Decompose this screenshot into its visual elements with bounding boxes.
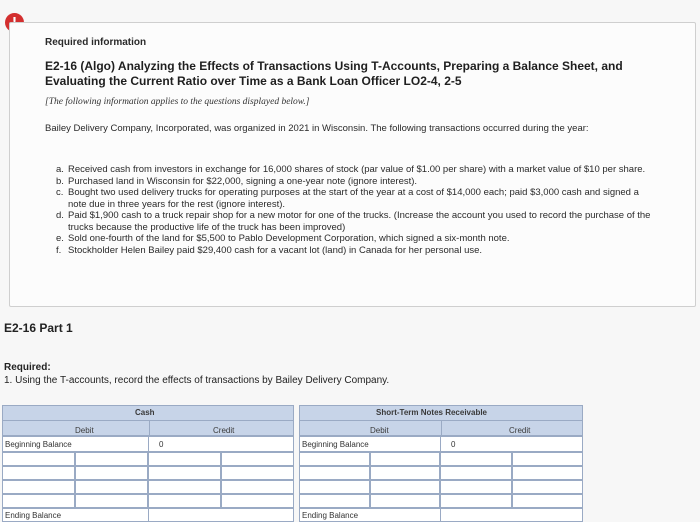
entry-ref-input[interactable] (148, 466, 221, 480)
entry-debit-input[interactable] (75, 466, 148, 480)
item-letter: e. (56, 233, 64, 244)
info-note: [The following information applies to the questions displayed below.] (45, 97, 310, 107)
entry-credit-input[interactable] (221, 480, 294, 494)
entry-ref-input[interactable] (148, 480, 221, 494)
entry-debit-input[interactable] (370, 452, 440, 466)
t-account-header (299, 405, 583, 436)
list-item (56, 210, 656, 233)
entry-credit-input[interactable] (512, 452, 583, 466)
ending-balance-label: Ending Balance (5, 511, 62, 520)
entry-ref-input[interactable] (440, 466, 512, 480)
required-information-panel (9, 22, 696, 307)
item-text: Purchased land in Wisconsin for $22,000, signing a one-year note (ignore interest). (68, 175, 418, 187)
header-column-divider (441, 420, 442, 437)
account-name: Short-Term Notes Receivable (376, 408, 487, 417)
item-letter: b. (56, 175, 64, 187)
beginning-balance-value: 0 (451, 440, 456, 449)
entry-ref-input[interactable] (2, 466, 75, 480)
item-letter: a. (56, 164, 64, 175)
entry-ref-input[interactable] (148, 452, 221, 466)
ending-balance-row (299, 508, 583, 522)
t-account-cash (2, 405, 294, 522)
entry-debit-input[interactable] (370, 480, 440, 494)
entry-ref-input[interactable] (440, 452, 512, 466)
account-name: Cash (135, 408, 155, 417)
beginning-balance-value: 0 (159, 440, 164, 449)
ending-balance-label: Ending Balance (302, 511, 359, 520)
entry-ref-input[interactable] (299, 466, 370, 480)
entry-debit-input[interactable] (75, 480, 148, 494)
entry-ref-input[interactable] (2, 452, 75, 466)
required-information-heading: Required information (45, 37, 147, 48)
entry-ref-input[interactable] (440, 494, 512, 508)
list-item (56, 176, 656, 188)
entry-debit-input[interactable] (75, 494, 148, 508)
beginning-balance-row (2, 436, 294, 452)
item-letter: c. (56, 187, 64, 198)
ending-balance-row (2, 508, 294, 522)
item-text: Sold one-fourth of the land for $5,500 to Pablo Development Corporation, which signed a six-month note. (68, 233, 510, 244)
required-text: 1. Using the T-accounts, record the effects of transactions by Bailey Delivery Company. (4, 375, 390, 386)
entry-credit-input[interactable] (512, 480, 583, 494)
item-text: Bought two used delivery trucks for operating purposes at the start of the year at a cost of $14,000 each; paid $3,000 cash and signed a note due in three years for the rest (ignore interest). (68, 187, 639, 210)
entry-credit-input[interactable] (512, 466, 583, 480)
entry-credit-input[interactable] (221, 452, 294, 466)
entry-debit-input[interactable] (75, 452, 148, 466)
debit-label: Debit (370, 426, 389, 435)
list-item (56, 164, 656, 176)
problem-title: E2-16 (Algo) Analyzing the Effects of Transactions Using T-Accounts, Preparing a Balance Sheet, and Evaluating the Current Ratio over Time as a Bank Loan Officer LO2-4, 2-5 (45, 59, 623, 88)
item-letter: f. (56, 244, 62, 256)
required-label: Required: (4, 362, 51, 373)
entry-debit-input[interactable] (370, 494, 440, 508)
list-item (56, 233, 656, 245)
credit-label: Credit (213, 426, 235, 435)
entry-ref-input[interactable] (440, 480, 512, 494)
part-title: E2-16 Part 1 (4, 321, 73, 335)
header-divider (3, 420, 293, 421)
list-item (56, 245, 656, 257)
debit-label: Debit (75, 426, 94, 435)
list-item (56, 187, 656, 210)
transaction-list (56, 164, 656, 256)
t-account-short-term-notes-receivable (299, 405, 583, 522)
beginning-balance-row (299, 436, 583, 452)
entry-credit-input[interactable] (512, 494, 583, 508)
credit-label: Credit (509, 426, 531, 435)
beginning-balance-label: Beginning Balance (5, 440, 72, 449)
entry-ref-input[interactable] (299, 494, 370, 508)
entry-ref-input[interactable] (299, 452, 370, 466)
item-text: Paid $1,900 cash to a truck repair shop for a new motor for one of the trucks. (Increase the account you used to record the purchase of the trucks because the productive life of the truck has been improved) (68, 210, 651, 233)
entry-debit-input[interactable] (370, 466, 440, 480)
entry-ref-input[interactable] (2, 494, 75, 508)
item-letter: d. (56, 210, 64, 221)
item-text: Received cash from investors in exchange for 16,000 shares of stock (par value of $1.00 per share) with a market value of $10 per share. (68, 164, 646, 175)
entry-credit-input[interactable] (221, 466, 294, 480)
intro-text: Bailey Delivery Company, Incorporated, was organized in 2021 in Wisconsin. The following transactions occurred during the year: (45, 123, 589, 134)
header-column-divider (149, 420, 150, 437)
item-text: Stockholder Helen Bailey paid $29,400 cash for a vacant lot (land) in Canada for her personal use. (68, 244, 483, 256)
t-account-header (2, 405, 294, 436)
entry-ref-input[interactable] (2, 480, 75, 494)
entry-credit-input[interactable] (221, 494, 294, 508)
entry-ref-input[interactable] (148, 494, 221, 508)
entry-ref-input[interactable] (299, 480, 370, 494)
beginning-balance-label: Beginning Balance (302, 440, 369, 449)
